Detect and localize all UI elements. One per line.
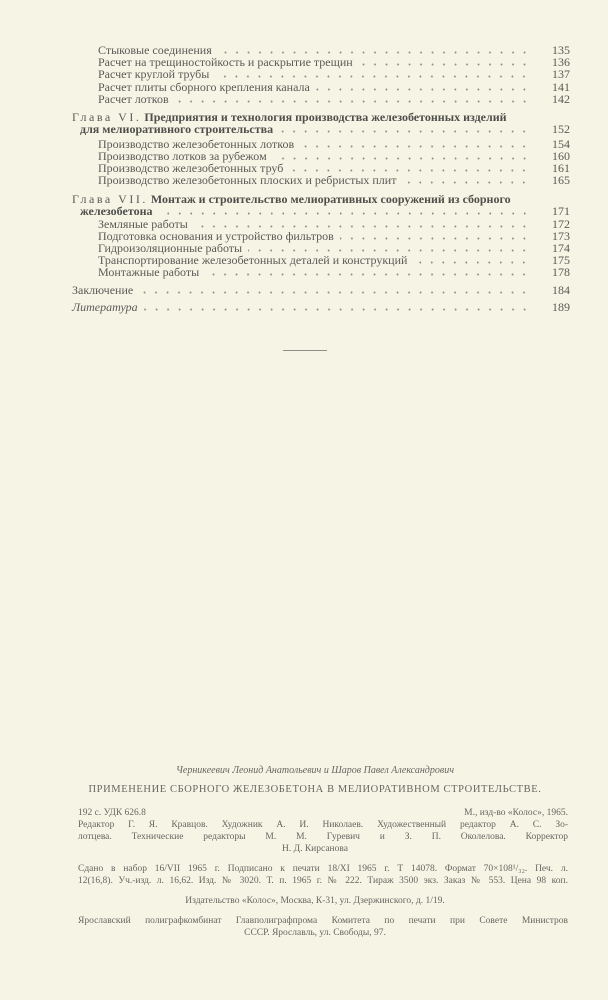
dot-leader [194,225,530,228]
toc-entry-page: 160 [552,149,570,163]
toc-entry-page: 189 [552,300,570,314]
authors: Черникеевич Леонид Анатольевич и Шаров Павел Александрович [176,765,454,776]
toc-entry [72,301,570,313]
toc-entry-page: 137 [552,67,570,81]
toc-entry-page: 161 [552,161,570,175]
toc-entry-page: 152 [552,122,570,136]
toc-entry-title: Стыковые соединения [98,43,212,57]
toc-entry-title: Производство железобетонных труб [98,161,284,175]
dot-leader [402,181,530,184]
toc-entry-title: Расчет плиты сборного крепления канала [98,80,310,94]
toc-entry-title: Транспортирование железобетонных деталей и конструкций [98,253,408,267]
toc-entry-title: Подготовка основания и устройство фильтров [98,229,334,243]
dot-leader [248,249,530,252]
dot-leader [144,308,530,311]
dot-leader [300,145,530,148]
toc-entry [80,205,570,217]
toc-entry-title: железобетона [80,204,153,218]
toc-entry-page: 175 [552,253,570,267]
dot-leader [359,63,530,66]
book-title: ПРИМЕНЕНИЕ СБОРНОГО ЖЕЛЕЗОБЕТОНА В МЕЛИОРАТИВНОМ СТРОИТЕЛЬСТВЕ. [88,784,542,795]
toc-entry-title: Монтажные работы [98,265,200,279]
toc-entry-title: Расчет на трещиностойкость и раскрытие трещин [98,55,353,69]
chapter-label: Глава VI. [72,110,142,124]
toc-entry [72,284,570,296]
toc-entry-title: Монтаж и строительство мелиоративных сооружений из сборного [150,192,511,206]
toc-entry [98,174,570,186]
toc-entry-title: Расчет круглой трубы [98,67,210,81]
toc-entry [98,266,570,278]
toc-entry-title: Производство железобетонных плоских и ребристых плит [98,173,397,187]
toc-entry-page: 171 [552,204,570,218]
toc-entry-page: 154 [552,137,570,151]
toc-entry-page: 136 [552,55,570,69]
printer-line-1: Ярославский полиграфкомбинат Главполиграфпрома Комитета по печати при Совете Министров [78,916,568,926]
toc-entry [80,123,570,135]
dot-leader [273,157,530,160]
staff-line-1: Редактор Г. Я. Кравцов. Художник А. И. Николаев. Художественный редактор А. С. Зо- [78,820,568,830]
toc-entry-page: 172 [552,217,570,231]
toc-entry-page: 184 [552,283,570,297]
toc-entry-title: Производство лотков за рубежом [98,149,267,163]
toc-entry-title: для мелиоративного строительства [80,122,274,136]
pages-udk: 192 с. УДК 626.8 [78,808,146,818]
dot-leader [413,261,530,264]
dot-leader [316,88,530,91]
toc-entry [98,93,570,105]
toc-entry-page: 174 [552,241,570,255]
dot-leader [289,169,530,172]
staff-line-3: Н. Д. Кирсанова [282,844,348,854]
dot-leader [139,291,530,294]
dot-leader [340,237,530,240]
toc-entry-title: Земляные работы [98,217,188,231]
print-line-1: Сдано в набор 16/VII 1965 г. Подписано к печати 18/XI 1965 г. Т 14078. Формат 70×108¹/₃₂. Печ. л. [78,864,568,874]
toc-entry-title: Гидроизоляционные работы [98,241,243,255]
toc-entry-title: Литература [72,300,138,314]
toc-entry-title: Заключение [72,283,134,297]
dot-leader [205,273,530,276]
toc-entry-title: Расчет лотков [98,92,169,106]
dot-leader [175,100,530,103]
toc-entry [98,68,570,80]
toc-entry-title: Производство железобетонных лотков [98,137,295,151]
toc-entry-title: Предприятия и технология производства железобетонных изделий [144,110,507,124]
printer-line-2: СССР. Ярославль, ул. Свободы, 97. [244,928,386,938]
dot-leader [279,130,530,133]
toc-entry-page: 142 [552,92,570,106]
publisher: Издательство «Колос», Москва, К-31, ул. Дзержинского, д. 1/19. [185,896,445,906]
toc-entry-page: 178 [552,265,570,279]
toc-entry-page: 135 [552,43,570,57]
publisher-short: М., изд-во «Колос», 1965. [464,808,568,818]
dot-leader [159,212,531,215]
staff-line-2: лотцева. Технические редакторы М. М. Гуревич и З. П. Околелова. Корректор [78,832,568,842]
toc-entry-page: 165 [552,173,570,187]
print-line-2: 12(16,8). Уч.-изд. л. 16,62. Изд. № 3020. Т. п. 1965 г. № 222. Тираж 3500 экз. Заказ № 553. Цена 98 коп. [78,876,568,886]
divider [283,350,327,351]
dot-leader [218,51,530,54]
toc-entry-page: 173 [552,229,570,243]
toc-entry-page: 141 [552,80,570,94]
dot-leader [215,75,530,78]
chapter-label: Глава VII. [72,192,148,206]
